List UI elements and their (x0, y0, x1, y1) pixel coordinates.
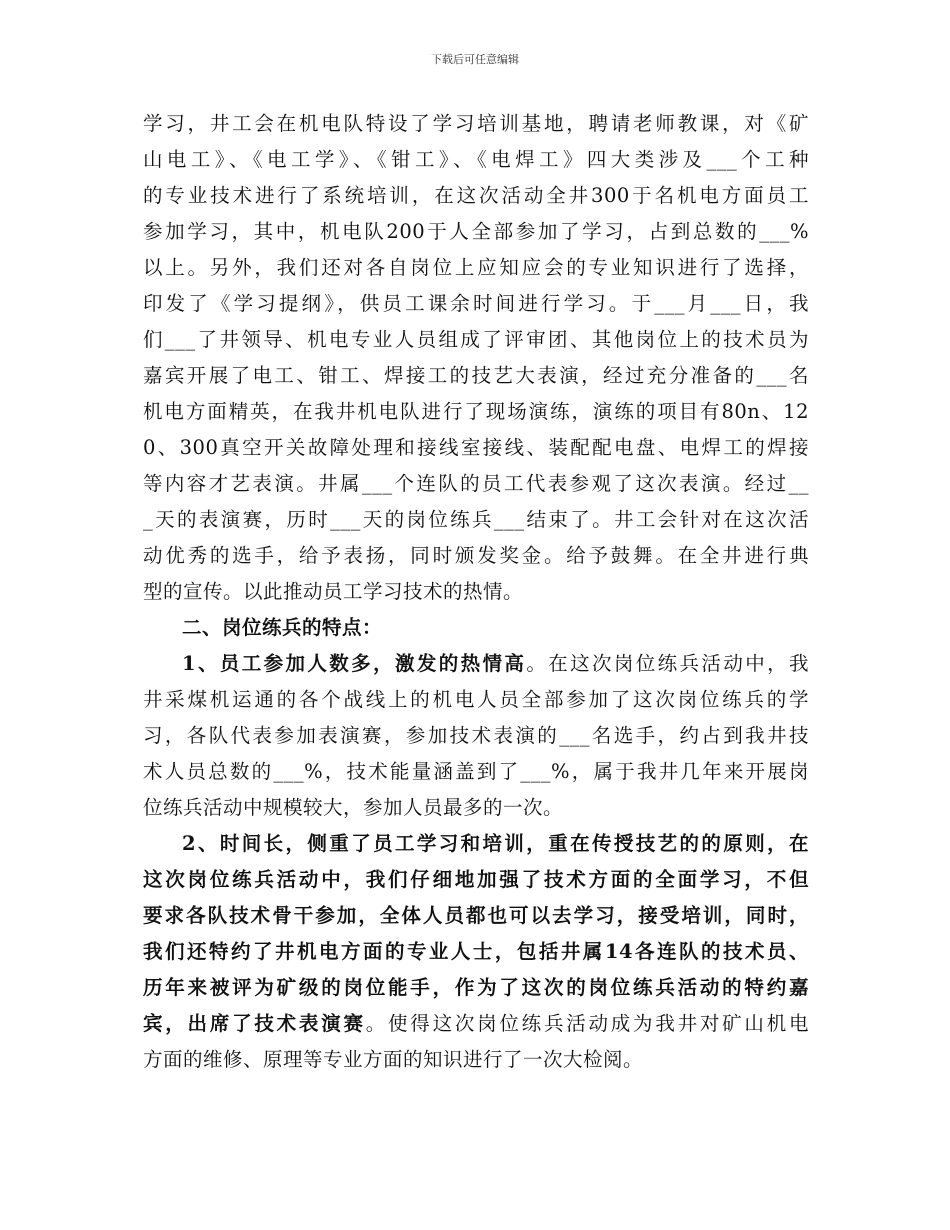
text-line (143, 646, 809, 682)
text-line (143, 862, 809, 898)
text-line (143, 790, 809, 826)
text-segment: 等内容才艺表演。井属___个连队的员工代表参观了这次表演。经过__ (143, 472, 809, 495)
text-segment: 的专业技术进行了系统培训，在这次活动全井300于名机电方面员工 (143, 184, 809, 207)
text-line (143, 178, 809, 214)
text-line (143, 934, 809, 970)
text-segment: 印发了《学习提纲》，供员工课余时间进行学习。于___月___日，我 (143, 292, 809, 315)
bold-text-segment: 历年来被评为矿级的岗位能手，作为了这次的岗位练兵活动的特约嘉 (143, 976, 809, 999)
text-line (143, 322, 809, 358)
text-line (143, 502, 809, 538)
bold-text-segment: 1、员工参加人数多，激发的热情高 (182, 652, 527, 675)
text-segment: _天的表演赛，历时___天的岗位练兵___结束了。井工会针对在这次活 (143, 508, 809, 531)
text-line (143, 898, 809, 934)
document-body (143, 106, 809, 1078)
text-segment: 以上。另外，我们还对各自岗位上应知应会的专业知识进行了选择， (143, 256, 809, 279)
text-line (143, 142, 809, 178)
text-segment: 机电方面精英，在我井机电队进行了现场演练，演练的项目有80n、12 (143, 400, 809, 423)
text-line (143, 574, 809, 610)
text-segment: 山电工》、《电工学》、《钳工》、《电焊工》四大类涉及___个工种 (143, 148, 809, 171)
text-line (143, 682, 809, 718)
text-segment: 方面的维修、原理等专业方面的知识进行了一次大检阅。 (143, 1048, 644, 1071)
text-line (143, 610, 809, 646)
bold-text-segment: 要求各队技术骨干参加，全体人员都也可以去学习，接受培训，同时， (143, 904, 809, 927)
text-line (143, 1042, 809, 1078)
text-segment: 。在这次岗位练兵活动中，我 (526, 652, 809, 675)
text-line (143, 430, 809, 466)
bold-text-segment: 宾，出席了技术表演赛 (143, 1012, 366, 1035)
text-segment: 型的宣传。以此推动员工学习技术的热情。 (143, 580, 524, 603)
text-segment: 动优秀的选手，给予表扬，同时颁发奖金。给予鼓舞。在全井进行典 (143, 544, 809, 567)
bold-text-segment: 我们还特约了井机电方面的专业人士，包括井属14各连队的技术员、 (143, 940, 809, 963)
text-line (143, 394, 809, 430)
text-segment: 参加学习，其中，机电队200于人全部参加了学习，占到总数的___% (143, 220, 809, 243)
text-line (143, 106, 809, 142)
text-line (143, 970, 809, 1006)
text-segment: 们___了井领导、机电专业人员组成了评审团、其他岗位上的技术员为 (143, 328, 809, 351)
text-segment: 0、300真空开关故障处理和接线室接线、装配配电盘、电焊工的焊接 (143, 436, 809, 459)
text-line (143, 466, 809, 502)
text-segment: 习，各队代表参加表演赛，参加技术表演的___名选手，约占到我井技 (143, 724, 809, 747)
text-line (143, 250, 809, 286)
text-segment: 学习，井工会在机电队特设了学习培训基地，聘请老师教课，对《矿 (143, 112, 809, 135)
bold-text-segment: 2、时间长，侧重了员工学习和培训，重在传授技艺的的原则，在 (182, 832, 809, 855)
text-line (143, 358, 809, 394)
text-line (143, 286, 809, 322)
text-segment: 嘉宾开展了电工、钳工、焊接工的技艺大表演，经过充分准备的___名 (143, 364, 809, 387)
text-segment: 术人员总数的___%，技术能量涵盖到了___%，属于我井几年来开展岗 (143, 760, 809, 783)
text-line (143, 538, 809, 574)
text-segment: 。使得这次岗位练兵活动成为我井对矿山机电 (365, 1012, 809, 1035)
bold-text-segment: 这次岗位练兵活动中，我们仔细地加强了技术方面的全面学习，不但 (143, 868, 809, 891)
text-segment: 位练兵活动中规模较大，参加人员最多的一次。 (143, 796, 564, 819)
bold-text-segment: 二、岗位练兵的特点： (182, 616, 383, 639)
page-header: 下载后可任意编辑 (431, 53, 519, 66)
text-segment: 井采煤机运通的各个战线上的机电人员全部参加了这次岗位练兵的学 (143, 688, 809, 711)
text-line (143, 718, 809, 754)
text-line (143, 1006, 809, 1042)
text-line (143, 826, 809, 862)
text-line (143, 754, 809, 790)
text-line (143, 214, 809, 250)
